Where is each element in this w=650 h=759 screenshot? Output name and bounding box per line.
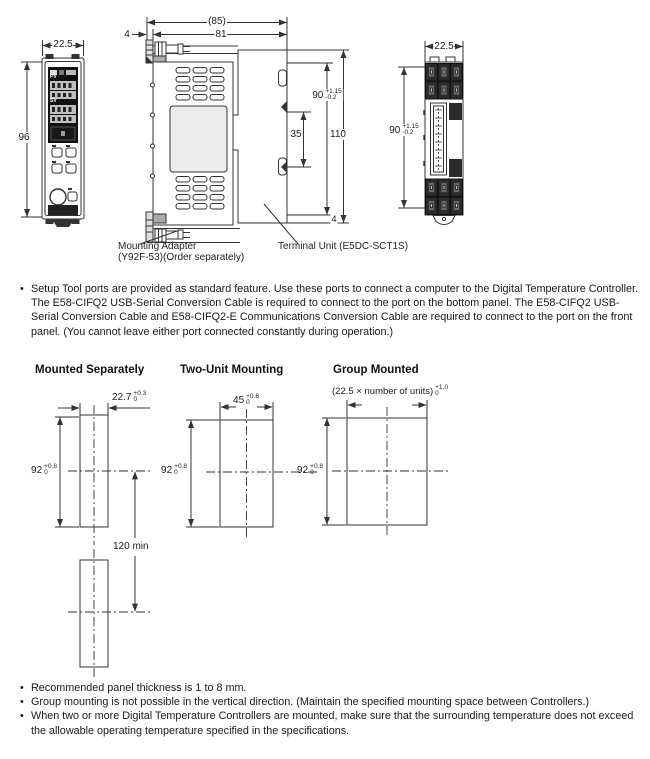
front-setup-port <box>50 189 66 205</box>
dim-side-front-protrusion: 4 <box>124 28 130 40</box>
callout-terminal-unit: Terminal Unit (E5DC-SCT1S) <box>278 241 409 252</box>
side-view <box>132 17 349 244</box>
dim-group-cutout-width: (22.5 × number of units) +1.0 0 <box>332 384 448 397</box>
mounting-diagrams <box>55 400 448 679</box>
dim-rear-width: 22.5 <box>434 40 454 52</box>
dim-side-din-height: 90 +1.15 -0.2 <box>312 88 342 101</box>
front-button <box>66 148 76 157</box>
dim-front-height: 96 <box>18 132 30 143</box>
dim-two-unit-cutout-width: 45 +0.6 0 <box>233 393 259 406</box>
front-button <box>52 164 62 173</box>
dim-side-body-width: 81 <box>215 28 227 40</box>
side-label-plate <box>170 106 227 172</box>
dim-two-unit-cutout-height: 92 +0.8 0 <box>161 463 187 476</box>
dim-group-cutout-height: 92 +0.8 0 <box>297 463 323 476</box>
dim-side-bottom-gap: 4 <box>331 214 337 224</box>
terminal-block-top <box>426 64 463 100</box>
dim-side-overall-width: (85) <box>208 16 226 27</box>
dim-front-width: 22.5 <box>53 39 73 50</box>
note-item: • Recommended panel thickness is 1 to 8 mm. <box>20 682 247 694</box>
mounting-notes <box>20 681 644 738</box>
header-group-mounted: Group Mounted <box>333 364 419 376</box>
dim-rear-din-height: 90 +1.15 -0.2 <box>389 123 419 136</box>
dim-separate-cutout-height: 92 +0.8 0 <box>31 463 57 476</box>
dim-separate-vertical-spacing: 120 min <box>113 541 149 552</box>
header-two-unit-mounting: Two-Unit Mounting <box>180 364 284 376</box>
dim-side-overall-height: 110 <box>330 129 346 140</box>
dim-separate-cutout-width: 22.7 +0.3 0 <box>112 390 147 403</box>
bullet: • <box>20 710 24 723</box>
front-button <box>66 164 76 173</box>
bullet: • <box>20 682 24 694</box>
group-mounted-drawing <box>322 400 448 537</box>
header-mounted-separately: Mounted Separately <box>35 364 145 376</box>
bullet: • <box>20 283 24 295</box>
dim-side-hook-pitch: 35 <box>290 129 302 140</box>
bullet: • <box>20 696 24 709</box>
terminal-block-bottom <box>426 179 463 215</box>
note-item: • When two or more Digital Temperature Controllers are mounted, make sure that the surrounding temperature does not exceed the allowable operating temperature specified in the specifications. <box>20 710 634 737</box>
front-pv-label: PV <box>50 74 57 80</box>
front-sv-label: SV <box>50 98 57 104</box>
front-button <box>68 192 77 201</box>
note-item: • Setup Tool ports are provided as standard feature. Use these ports to connect a computer to the Digital Temperature Controller. The E58-CIFQ2 USB-Serial Conversion Cable is required to connect to the port on the bottom panel. The E58-CIFQ2 USB-Serial Conversion Cable and E58-CIFQ2-E Communications Conversion Cable are required to connect to the port on the front panel. (You cannot leave either port connected constantly during operation.) <box>20 283 638 338</box>
setup-tool-note <box>20 282 642 339</box>
front-button <box>52 148 62 157</box>
note-item: • Group mounting is not possible in the vertical direction. (Maintain the specified mounting space between Controllers.) <box>20 696 590 709</box>
callout-mounting-adapter: Mounting Adapter (Y92F-53)(Order separately) <box>118 241 245 263</box>
